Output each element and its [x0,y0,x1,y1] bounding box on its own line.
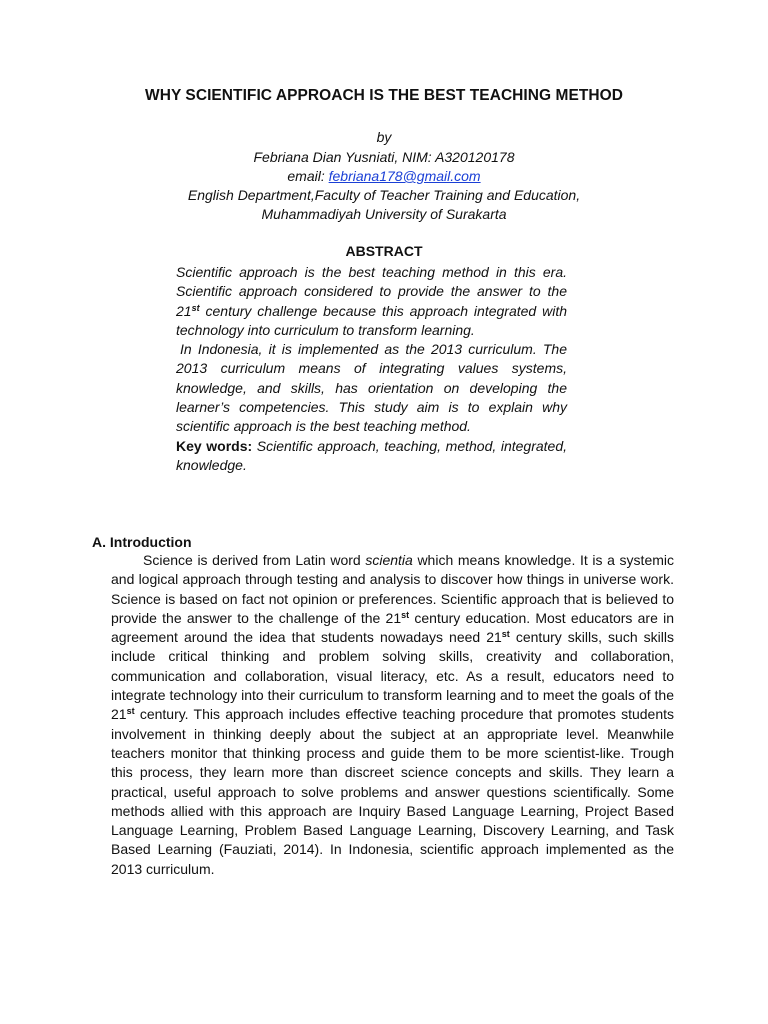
intro-text-2: which means knowledge. It is a systemic and logical approach through testing and analysis to discover how things in universe work. Science is based on fact not opinion or preferences. Scientific approach that is believed to provide the answer to the challenge of the 21 [111,552,675,626]
intro-text-1: Science is derived from Latin word [143,552,366,568]
intro-superscript-1: st [401,609,410,620]
by-line: by [376,129,392,145]
intro-text-5: century. This approach includes effective teaching procedure that promotes students involvement in thinking deeply about the subject at an appropriate level. Meanwhile teachers monitor that thinking process and guide them to be more scientist-like. Trough this process, they learn more than discreet science concepts and skills. They learn a practical, useful approach to solve problems and answer questions scientifically. Some methods allied with this approach are Inquiry Based Language Learning, Project Based Language Learning, Problem Based Language Learning, Discovery Learning, and Task Based Learning (Fauziati, 2014). In Indonesia, scientific approach implemented as the 2013 curriculum. [111,706,674,877]
affiliation-line-1: English Department,Faculty of Teacher Training and Education, [187,187,581,203]
introduction-paragraph [111,551,674,879]
intro-text-3: century education. Most educators are in agreement around the idea that students nowadays need 21 [111,609,674,646]
email-label: email: [287,168,329,184]
keywords-line [176,437,567,476]
introduction-heading: A. Introduction [92,534,192,550]
abstract-p1-superscript: st [191,302,200,313]
abstract-p1-text-b: century challenge because this approach integrated with technology into curriculum to transform learning. [176,302,567,338]
email-line [0,167,768,186]
intro-superscript-3: st [126,706,135,717]
email-link[interactable]: febriana178@gmail.com [328,168,481,184]
introduction-body [111,551,674,879]
affiliation-line-2: Muhammadiyah University of Surakarta [261,206,507,222]
abstract-paragraph-1 [176,263,567,340]
abstract-block [176,263,567,475]
intro-superscript-2: st [501,629,510,640]
paper-title: WHY SCIENTIFIC APPROACH IS THE BEST TEACHING METHOD [145,87,623,104]
abstract-heading: ABSTRACT [345,243,423,259]
abstract-paragraph-2: In Indonesia, it is implemented as the 2013 curriculum. The 2013 curriculum means of integrating values systems, knowledge, and skills, has orientation on developing the learner’s competencies. This study aim is to explain why scientific approach is the best teaching method. [176,341,567,435]
intro-text-4: century skills, such skills include critical thinking and problem solving skills, creativity and collaboration, communication and collaboration, visual literacy, etc. As a result, educators need to integrate technology into their curriculum to transform learning and to meet the goals of the 21 [111,629,674,723]
author-line: Febriana Dian Yusniati, NIM: A320120178 [253,149,515,165]
abstract-p1-text-a: Scientific approach is the best teaching method in this era. Scientific approach considered to provide the answer to the 21 [176,264,567,319]
intro-italic-scientia: scientia [365,552,413,568]
keywords-text: Scientific approach, teaching, method, integrated, knowledge. [176,437,567,473]
keywords-label: Key words: [176,437,253,454]
